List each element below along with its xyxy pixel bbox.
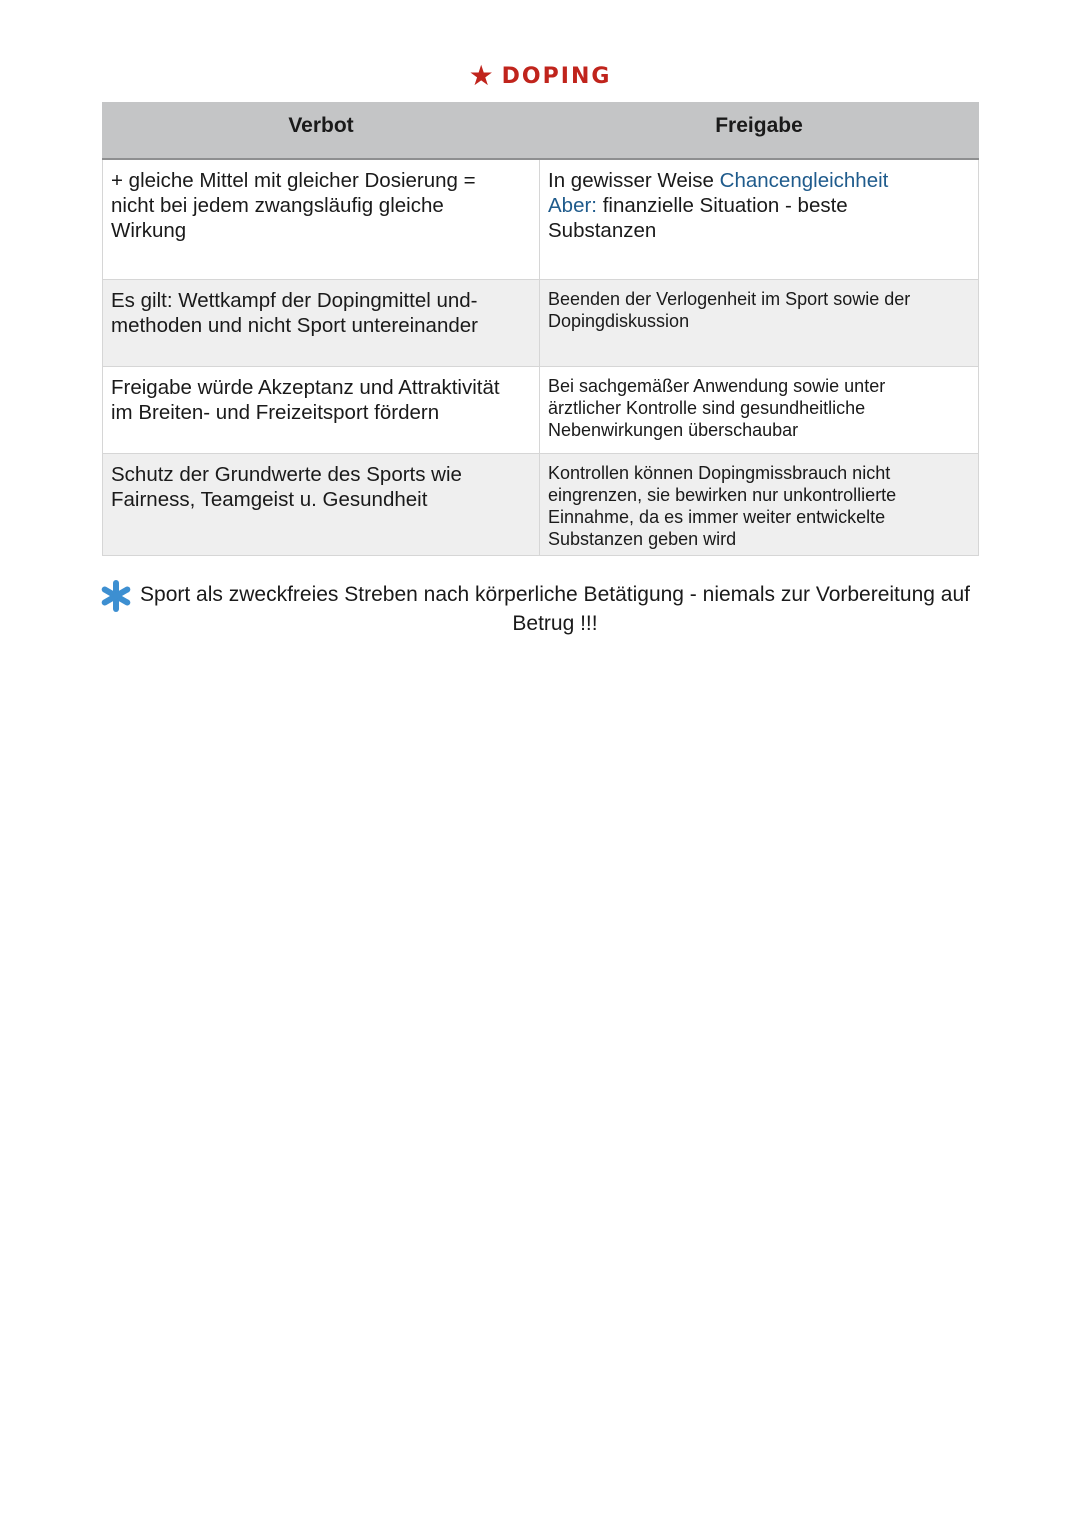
verbot-cell	[103, 280, 540, 367]
page-title	[0, 58, 1080, 95]
freigabe-cell	[540, 159, 979, 280]
verbot-cell	[103, 159, 540, 280]
table-row	[103, 367, 979, 454]
verbot-text: Es gilt: Wettkampf der Dopingmittel und- methoden und nicht Sport untereinander	[111, 289, 478, 337]
table-header-row	[103, 103, 979, 159]
freigabe-cell	[540, 367, 979, 454]
freigabe-text: Kontrollen können Dopingmissbrauch nicht eingrenzen, sie bewirken nur unkontrollierte Einnahme, da es immer weiter entwickelte Substanzen geben wird	[548, 463, 897, 549]
table-row	[103, 280, 979, 367]
verbot-text: + gleiche Mittel mit gleicher Dosierung = nicht bei jedem zwangsläufig gleiche Wirkung	[111, 168, 476, 242]
summary-text: Sport als zweckfreies Streben nach körperliche Betätigung - niemals zur Vorbereitung auf Betrug !!!	[140, 583, 970, 635]
asterisk-icon	[100, 580, 132, 612]
verbot-cell	[103, 454, 540, 556]
freigabe-text: Bei sachgemäßer Anwendung sowie unter ärztlicher Kontrolle sind gesundheitliche Nebenwirkungen überschaubar	[548, 376, 886, 440]
table-row	[103, 454, 979, 556]
verbot-text: Schutz der Grundwerte des Sports wie Fairness, Teamgeist u. Gesundheit	[111, 463, 462, 511]
column-header-verbot: Verbot	[103, 103, 540, 159]
freigabe-cell	[540, 280, 979, 367]
summary-note	[100, 580, 980, 638]
accent-text: Aber:	[548, 193, 597, 217]
verbot-cell	[103, 367, 540, 454]
verbot-text: Freigabe würde Akzeptanz und Attraktivität im Breiten- und Freizeitsport fördern	[111, 376, 500, 424]
accent-text: Chancengleichheit	[719, 168, 889, 192]
column-header-freigabe: Freigabe	[540, 103, 979, 159]
freigabe-text: Beenden der Verlogenheit im Sport sowie der Dopingdiskussion	[548, 289, 911, 331]
page-title-text: DOPING	[501, 64, 612, 89]
comparison-table	[102, 102, 979, 556]
table-row	[103, 159, 979, 280]
star-icon: ★	[468, 59, 494, 92]
freigabe-text: In gewisser Weise Chancengleichheit Aber: finanzielle Situation - beste Substanzen	[548, 168, 889, 242]
freigabe-cell	[540, 454, 979, 556]
